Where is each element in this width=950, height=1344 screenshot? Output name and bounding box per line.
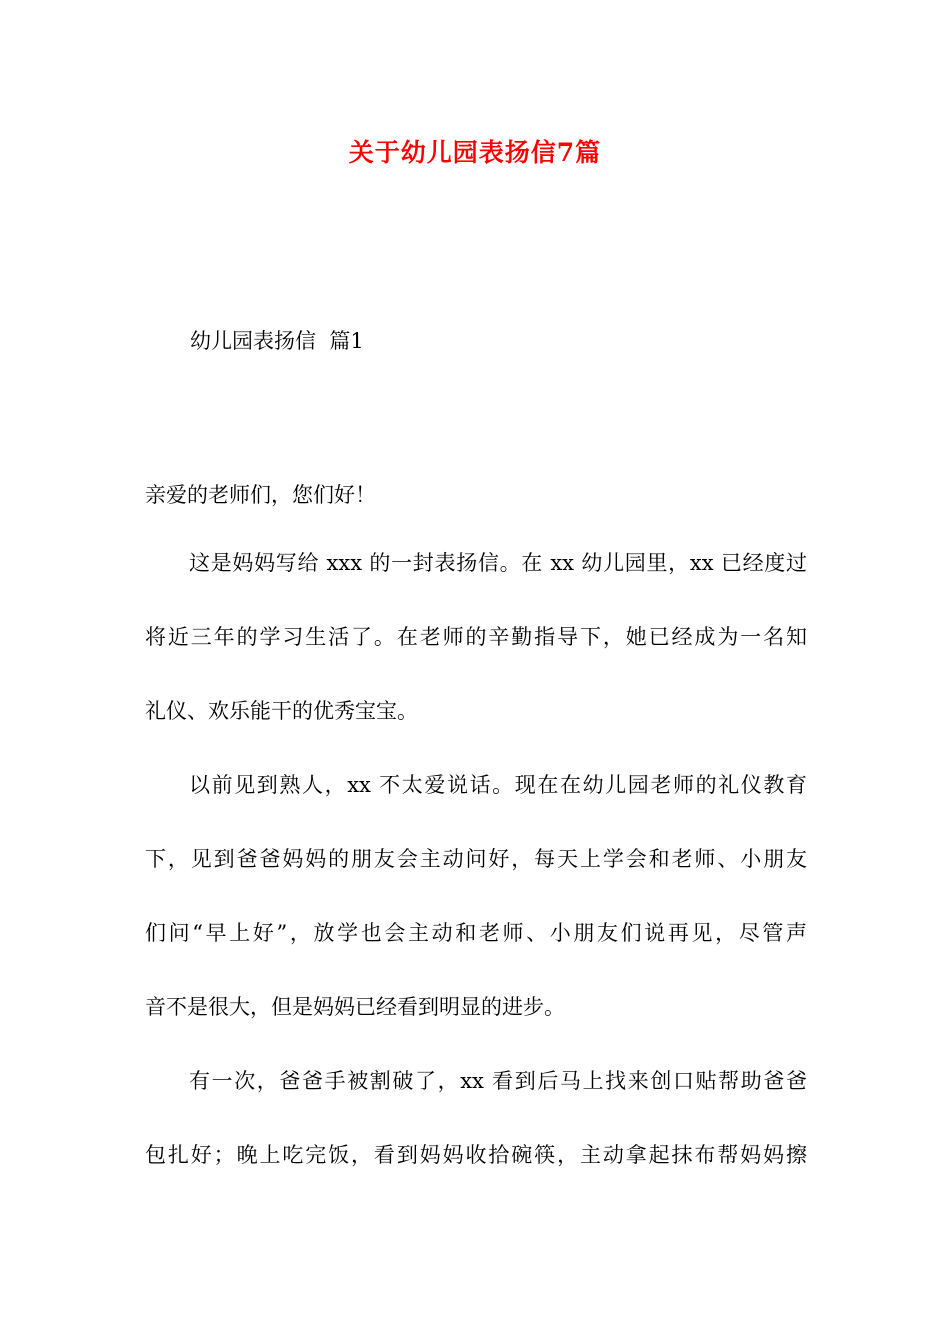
paragraph-line: 有一次，爸爸手被割破了，xx 看到后马上找来创口贴帮助爸爸	[189, 1069, 807, 1093]
paragraph-line: 们问“早上好”，放学也会主动和老师、小朋友们说再见，尽管声	[145, 921, 807, 945]
paragraph-1	[145, 548, 807, 770]
paragraph-3	[145, 1066, 807, 1214]
paragraph-line: 这是妈妈写给 xxx 的一封表扬信。在 xx 幼儿园里，xx 已经度过	[189, 551, 807, 575]
document-title: 关于幼儿园表扬信7篇	[348, 138, 602, 167]
paragraph-line: 将近三年的学习生活了。在老师的辛勤指导下，她已经成为一名知	[145, 625, 807, 649]
paragraph-line: 下，见到爸爸妈妈的朋友会主动问好，每天上学会和老师、小朋友	[145, 847, 807, 871]
salutation: 亲爱的老师们，您们好！	[145, 483, 376, 507]
paragraph-line: 以前见到熟人，xx 不太爱说话。现在在幼儿园老师的礼仪教育	[189, 773, 807, 797]
paragraph-line: 包扎好；晚上吃完饭，看到妈妈收拾碗筷，主动拿起抹布帮妈妈擦	[145, 1143, 807, 1167]
paragraph-line: 礼仪、欢乐能干的优秀宝宝。	[145, 699, 418, 723]
paragraph-line: 音不是很大，但是妈妈已经看到明显的进步。	[145, 995, 565, 1019]
paragraph-2	[145, 770, 807, 1066]
section-heading: 幼儿园表扬信 篇1	[190, 329, 364, 353]
